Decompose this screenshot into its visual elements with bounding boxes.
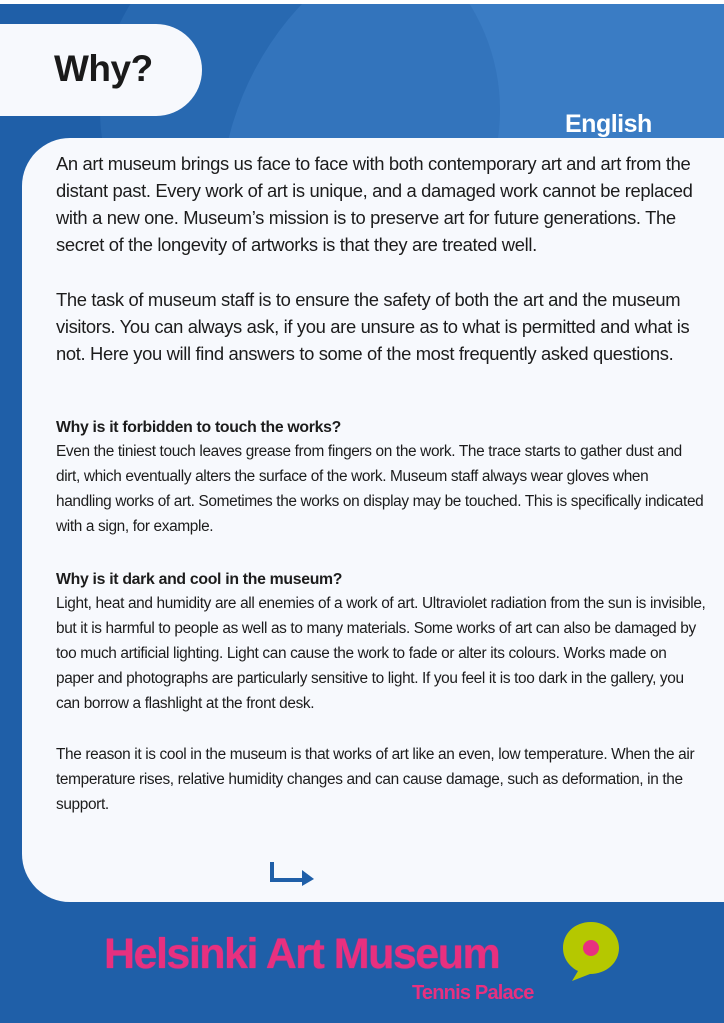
arrow-turn-right-icon bbox=[266, 858, 318, 888]
faq-question: Why is it dark and cool in the museum? bbox=[56, 571, 343, 588]
faq-answer: Light, heat and humidity are all enemies of a work of art. Ultraviolet radiation from the sun is invisible, but it is harmful to people as well as to many materials. Some works of art can also be damaged by too much artificial lighting. Light can cause the work to fade or alter its colours. Works made on paper and photographs are particularly sensitive to light. If you feel it is too dark in the gallery, you can borrow a flashlight at the front desk. bbox=[56, 595, 706, 712]
venue-name: Tennis Palace bbox=[412, 982, 534, 1004]
intro-paragraph: An art museum brings us face to face with both contemporary art and art from the distant past. Every work of art is unique, and a damaged work cannot be replaced with a new one. Museum’s mission is to preserve art for future generations. The secret of the longevity of artworks is that they are treated well. bbox=[56, 153, 693, 255]
speech-bubble-logo-icon bbox=[560, 919, 622, 983]
faq-answer: The reason it is cool in the museum is that works of art like an even, low temperature. When the air temperature rises, relative humidity changes and can cause damage, such as deformation, in the support. bbox=[56, 746, 695, 813]
intro-paragraph: The task of museum staff is to ensure the safety of both the art and the museum visitors. You can always ask, if you are unsure as to what is permitted and what is not. Here you will find answers to some of the most frequently asked questions. bbox=[56, 289, 690, 364]
museum-name-logo: Helsinki Art Museum bbox=[104, 930, 500, 978]
language-label: English bbox=[565, 110, 652, 138]
faq-question: Why is it forbidden to touch the works? bbox=[56, 419, 341, 436]
faq-answer: Even the tiniest touch leaves grease from fingers on the work. The trace starts to gather dust and dirt, which eventually alters the surface of the work. Museum staff always wear gloves when handling works of art. Sometimes the works on display may be touched. This is specifically indicated with a sign, for example. bbox=[56, 443, 704, 535]
article-body bbox=[56, 150, 706, 847]
page-title: Why? bbox=[54, 48, 153, 89]
